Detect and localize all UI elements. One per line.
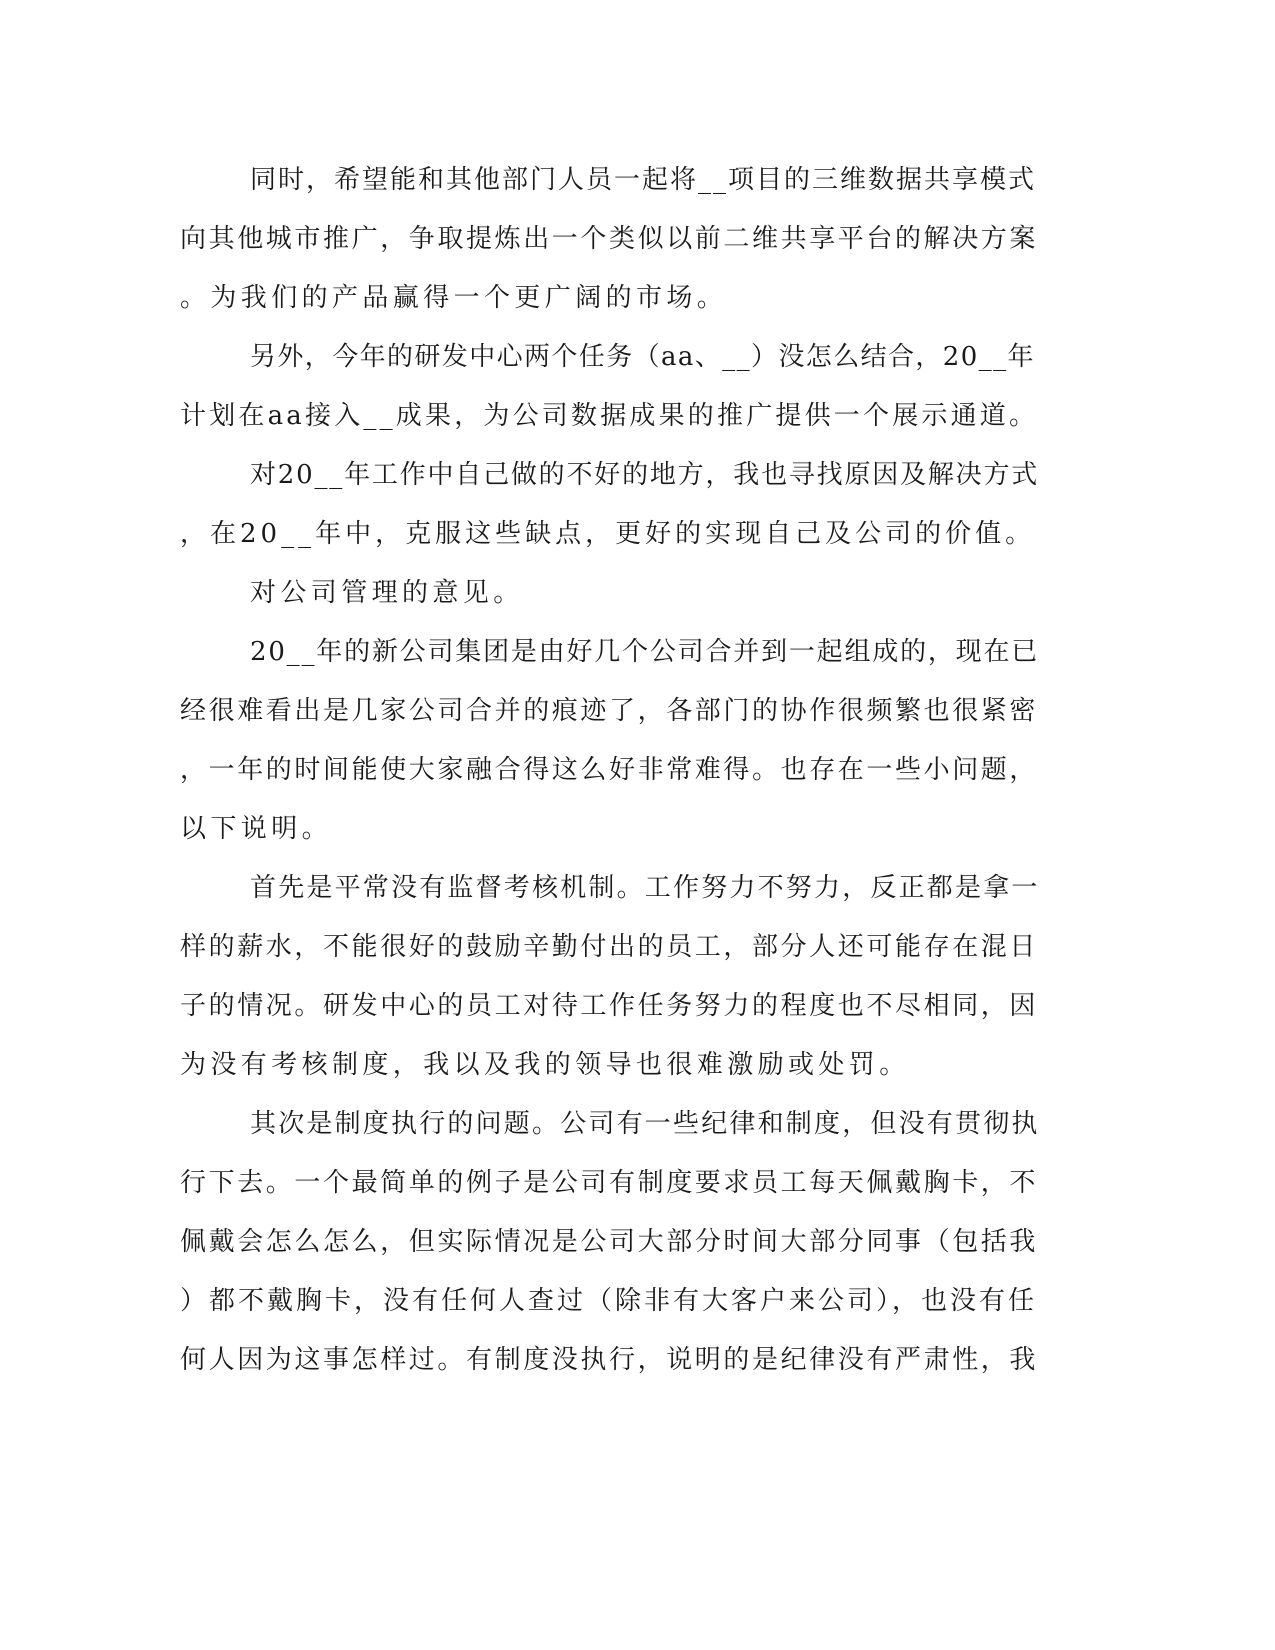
text-line: 对20__年工作中自己做的不好的地方，我也寻找原因及解决方式	[250, 460, 1040, 490]
text-line: 首先是平常没有监督考核机制。工作努力不努力，反正都是拿一	[250, 873, 1040, 903]
text-line: ）都不戴胸卡，没有任何人查过（除非有大客户来公司），也没有任	[180, 1286, 1038, 1316]
text-line: 同时，希望能和其他部门人员一起将__项目的三维数据共享模式	[250, 165, 1037, 195]
section-heading: 对公司管理的意见。	[250, 578, 524, 608]
text-line: ，一年的时间能使大家融合得这么好非常难得。也存在一些小问题，	[180, 755, 1039, 785]
text-line: 。为我们的产品赢得一个更广阔的市场。	[180, 283, 728, 313]
text-line: 以下说明。	[180, 814, 333, 844]
text-line: 经很难看出是几家公司合并的痕迹了，各部门的协作很频繁也很紧密	[180, 696, 1039, 726]
text-line: 计划在aa接入__成果，为公司数据成果的推广提供一个展示通道。	[180, 401, 1039, 431]
text-line: 另外，今年的研发中心两个任务（aa、__）没怎么结合，20__年	[250, 342, 1035, 372]
text-line: 行下去。一个最简单的例子是公司有制度要求员工每天佩戴胸卡，不	[180, 1168, 1039, 1198]
text-line: 20__年的新公司集团是由好几个公司合并到一起组成的，现在已	[250, 637, 1040, 667]
text-line: 佩戴会怎么怎么，但实际情况是公司大部分时间大部分同事（包括我	[180, 1227, 1039, 1257]
text-line: ，在20__年中，克服这些缺点，更好的实现自己及公司的价值。	[180, 519, 1036, 549]
text-line: 向其他城市推广，争取提炼出一个类似以前二维共享平台的解决方案	[180, 224, 1039, 254]
text-line: 为没有考核制度，我以及我的领导也很难激励或处罚。	[180, 1050, 910, 1080]
text-line: 样的薪水，不能很好的鼓励辛勤付出的员工，部分人还可能存在混日	[180, 932, 1039, 962]
text-line: 何人因为这事怎样过。有制度没执行，说明的是纪律没有严肃性，我	[180, 1345, 1039, 1375]
text-line: 其次是制度执行的问题。公司有一些纪律和制度，但没有贯彻执	[250, 1109, 1040, 1139]
text-line: 子的情况。研发中心的员工对待工作任务努力的程度也不尽相同，因	[180, 991, 1039, 1021]
